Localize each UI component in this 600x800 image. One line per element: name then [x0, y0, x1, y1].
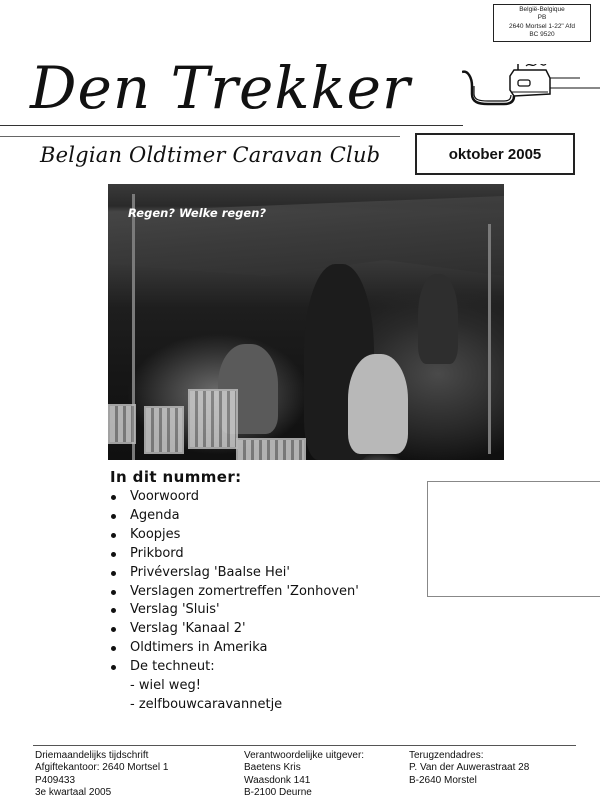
bullet-icon [111, 608, 116, 613]
toc-item: De techneut: [110, 658, 359, 677]
toc-item: Voorwoord [110, 488, 359, 507]
bullet-icon [111, 627, 116, 632]
footer-publisher-info [244, 750, 364, 799]
toc-list [110, 488, 359, 677]
postage-line: België-Belgique [519, 6, 565, 13]
bullet-icon [111, 590, 116, 595]
bullet-icon [111, 665, 116, 670]
toc-item: Verslag 'Kanaal 2' [110, 620, 359, 639]
footer-divider [33, 745, 576, 746]
toc-item: Agenda [110, 507, 359, 526]
footer-line: P. Van der Auwerastraat 28 [409, 762, 530, 774]
bullet-icon [111, 495, 116, 500]
toc-item: Koopjes [110, 526, 359, 545]
masthead-title: Den Trekker [30, 54, 411, 122]
photo-caption: Regen? Welke regen? [128, 206, 267, 220]
photo-chair [188, 389, 238, 449]
postage-line: BC 9520 [529, 31, 555, 39]
postage-line: PB [537, 14, 547, 22]
footer-line: Verantwoordelijke uitgever: [244, 750, 365, 761]
postage-paid-stamp [493, 4, 591, 42]
bullet-icon [111, 552, 116, 557]
footer-line: Terugzendadres: [409, 750, 484, 761]
postage-line: 2640 Mortsel 1-22" Afd [509, 22, 575, 30]
footer-line: Baetens Kris [244, 762, 301, 774]
bullet-icon [111, 533, 116, 538]
photo-chair [144, 406, 184, 454]
toc-item: Verslag 'Sluis' [110, 601, 359, 620]
issue-date-box [415, 133, 575, 175]
cover-photo [108, 184, 504, 460]
toc-subitem: - wiel weg! [130, 678, 201, 694]
issue-date: oktober 2005 [448, 145, 542, 163]
footer-line: Driemaandelijks tijdschrift [35, 750, 149, 761]
photo-pole [488, 224, 491, 454]
caravan-hitch-icon [462, 64, 600, 110]
masthead-divider-top [0, 125, 463, 126]
photo-chair [236, 438, 306, 460]
footer-line: Waasdonk 141 [244, 774, 311, 786]
photo-person [418, 274, 458, 364]
toc-heading: In dit nummer: [110, 468, 242, 486]
club-name: Belgian Oldtimer Caravan Club [40, 143, 381, 167]
bullet-icon [111, 514, 116, 519]
masthead-divider-bottom [0, 136, 400, 137]
footer-line: P409433 [35, 774, 76, 786]
toc-item: Verslagen zomertreffen 'Zonhoven' [110, 583, 359, 602]
toc-item: Oldtimers in Amerika [110, 639, 359, 658]
footer-line: Afgiftekantoor: 2640 Mortsel 1 [35, 762, 169, 774]
photo-chair [108, 404, 136, 444]
toc-item: Prikbord [110, 545, 359, 564]
table-of-contents [110, 467, 359, 715]
bullet-icon [111, 646, 116, 651]
bullet-icon [111, 571, 116, 576]
footer-line: B-2100 Deurne [244, 786, 312, 798]
mailing-address-box [427, 481, 600, 597]
toc-item: Privéverslag 'Baalse Hei' [110, 564, 359, 583]
toc-subitem: - zelfbouwcaravannetje [130, 696, 283, 712]
photo-person [348, 354, 408, 454]
footer-publication-info [35, 750, 168, 799]
footer-return-address [409, 750, 529, 787]
footer-line: 3e kwartaal 2005 [35, 786, 112, 798]
footer-line: B-2640 Morstel [409, 774, 477, 786]
